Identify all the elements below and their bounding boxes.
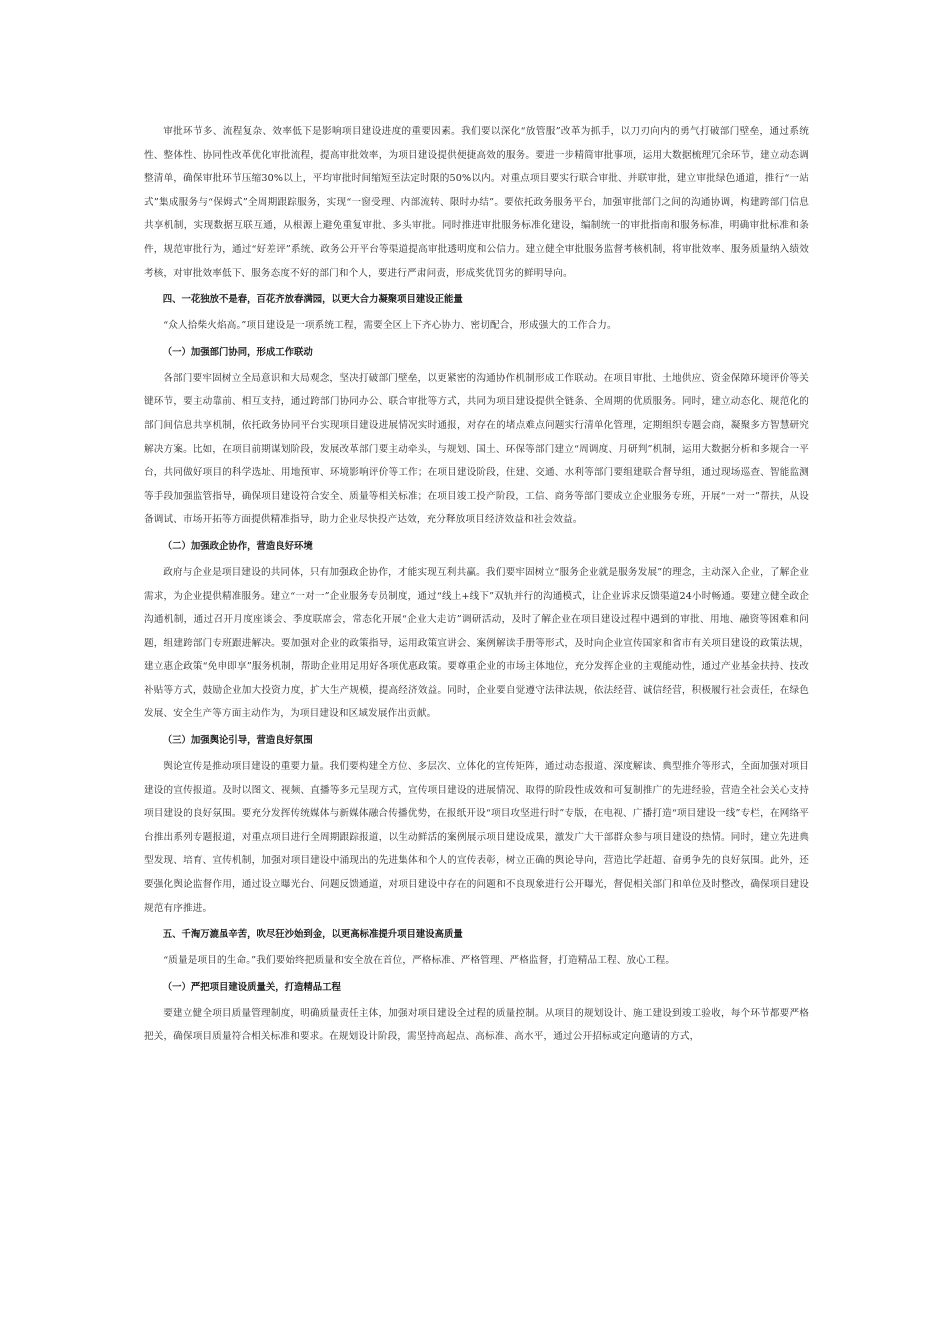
- section-heading-5: 五、千淘万漉虽辛苦，吹尽狂沙始到金，以更高标准提升项目建设高质量: [162, 929, 463, 941]
- subheading-4-1: （一）加强部门协同，形成工作联动: [162, 346, 313, 358]
- paragraph-approval-reform: 审批环节多、流程复杂、效率低下是影响项目建设进度的重要因素。我们要以深化“放管服”改革为抓手，以刀刃向内的勇气打破部门壁垒，通过系统性、整体性、协同性改革优化审批流程，提高审批效率，为项目建设提供便捷高效的服务。要进一步精简审批事项，运用大数据梳理冗余环节，建立动态调整清单，确保审批环节压缩30%以上，平均审批时间缩短至法定时限的50%以内。对重点项目要实行联合审批、并联审批，建立审批绿色通道，推行“一站式”集成服务与“保姆式”全周期跟踪服务，实现“一窗受理、内部流转、限时办结”。要依托政务服务平台，加强审批部门之间的沟通协调，构建跨部门信息共享机制，实现数据互联互通，从根源上避免重复审批、多头审批。同时推进审批服务标准化建设，编制统一的审批指南和服务标准，明确审批标准和条件，规范审批行为，通过“好差评”系统、政务公开平台等渠道提高审批透明度和公信力。建立健全审批服务监督考核机制，将审批效率、服务质量纳入绩效考核，对审批效率低下、服务态度不好的部门和个人，要进行严肃问责，形成奖优罚劣的鲜明导向。: [144, 126, 809, 279]
- subheading-5-1: （一）严把项目建设质量关，打造精品工程: [162, 981, 341, 993]
- paragraph-5-1: 要建立健全项目质量管理制度，明确质量责任主体，加强对项目建设全过程的质量控制。从项目的规划设计、施工建设到竣工验收，每个环节都要严格把关，确保项目质量符合相关标准和要求。在规划设计阶段，需坚持高起点、高标准、高水平，通过公开招标或定向邀请的方式，: [144, 1007, 809, 1043]
- paragraph-4-3: 舆论宣传是推动项目建设的重要力量。我们要构建全方位、多层次、立体化的宣传矩阵，通过动态报道、深度解读、典型推介等形式，全面加强对项目建设的宣传报道。及时以图文、视频、直播等多元呈现方式，宣传项目建设的进展情况、取得的阶段性成效和可复制推广的先进经验，营造全社会关心支持项目建设的良好氛围。要充分发挥传统媒体与新媒体融合传播优势，在报纸开设“项目攻坚进行时”专版，在电视、广播打造“项目建设一线”专栏，在网络平台推出系列专题报道，对重点项目进行全周期跟踪报道，以生动鲜活的案例展示项目建设成果，激发广大干部群众参与项目建设的热情。同时，建立先进典型发现、培育、宣传机制，加强对项目建设中涌现出的先进集体和个人的宣传表彰，树立正确的舆论导向，营造比学赶超、奋勇争先的良好氛围。此外，还要强化舆论监督作用，通过设立曝光台、问题反馈通道，对项目建设中存在的问题和不良现象进行公开曝光，督促相关部门和单位及时整改，确保项目建设规范有序推进。: [144, 761, 809, 914]
- subheading-4-3: （三）加强舆论引导，营造良好氛围: [162, 735, 313, 747]
- paragraph-intro-5: “质量是项目的生命。”我们要始终把质量和安全放在首位，严格标准、严格管理、严格监督，打造精品工程、放心工程。: [163, 955, 676, 967]
- document-page: [144, 120, 809, 1049]
- paragraph-intro-4: “众人拾柴火焰高。”项目建设是一项系统工程，需要全区上下齐心协力、密切配合，形成强大的工作合力。: [163, 320, 617, 332]
- section-heading-4: 四、一花独放不是春，百花齐放春满园，以更大合力凝聚项目建设正能量: [162, 294, 463, 306]
- subheading-4-2: （二）加强政企协作，营造良好环境: [162, 540, 313, 552]
- paragraph-4-2: 政府与企业是项目建设的共同体，只有加强政企协作，才能实现互利共赢。我们要牢固树立“服务企业就是服务发展”的理念，主动深入企业，了解企业需求，为企业提供精准服务。建立“一对一”企业服务专员制度，通过“线上+线下”双轨并行的沟通模式，让企业诉求反馈渠道24小时畅通。要建立健全政企沟通机制，通过召开月度座谈会、季度联席会，常态化开展“企业大走访”调研活动，及时了解企业在项目建设过程中遇到的审批、用地、融资等困难和问题，组建跨部门专班跟进解决。要加强对企业的政策指导，运用政策宣讲会、案例解读手册等形式，及时向企业宣传国家和省市有关项目建设的政策法规，建立惠企政策“免申即享”服务机制，帮助企业用足用好各项优惠政策。要尊重企业的市场主体地位，充分发挥企业的主观能动性，通过产业基金扶持、技改补贴等方式，鼓励企业加大投资力度，扩大生产规模，提高经济效益。同时，企业要自觉遵守法律法规，依法经营、诚信经营，积极履行社会责任，在绿色发展、安全生产等方面主动作为，为项目建设和区域发展作出贡献。: [144, 566, 809, 720]
- paragraph-4-1: 各部门要牢固树立全局意识和大局观念，坚决打破部门壁垒，以更紧密的沟通协作机制形成工作联动。在项目审批、土地供应、资金保障环境评价等关键环节，要主动靠前、相互支持，通过跨部门协同办公、联合审批等方式，共同为项目建设提供全链条、全周期的优质服务。同时，建立动态化、规范化的部门间信息共享机制，依托政务协同平台实现项目建设进展情况实时通报，对存在的堵点难点问题实行清单化管理，定期组织专题会商，凝聚多方智慧研究解决方案。比如，在项目前期谋划阶段，发展改革部门要主动牵头，与规划、国土、环保等部门建立“周调度、月研判”机制，运用大数据分析和多规合一平台，共同做好项目的科学选址、用地预审、环境影响评价等工作；在项目建设阶段，住建、交通、水利等部门要组建联合督导组，通过现场巡查、智能监测等手段加强监管指导，确保项目建设符合安全、质量等相关标准；在项目竣工投产阶段，工信、商务等部门要成立企业服务专班，开展“一对一”帮扶，从设备调试、市场开拓等方面提供精准指导，助力企业尽快投产达效，充分释放项目经济效益和社会效益。: [144, 372, 809, 526]
